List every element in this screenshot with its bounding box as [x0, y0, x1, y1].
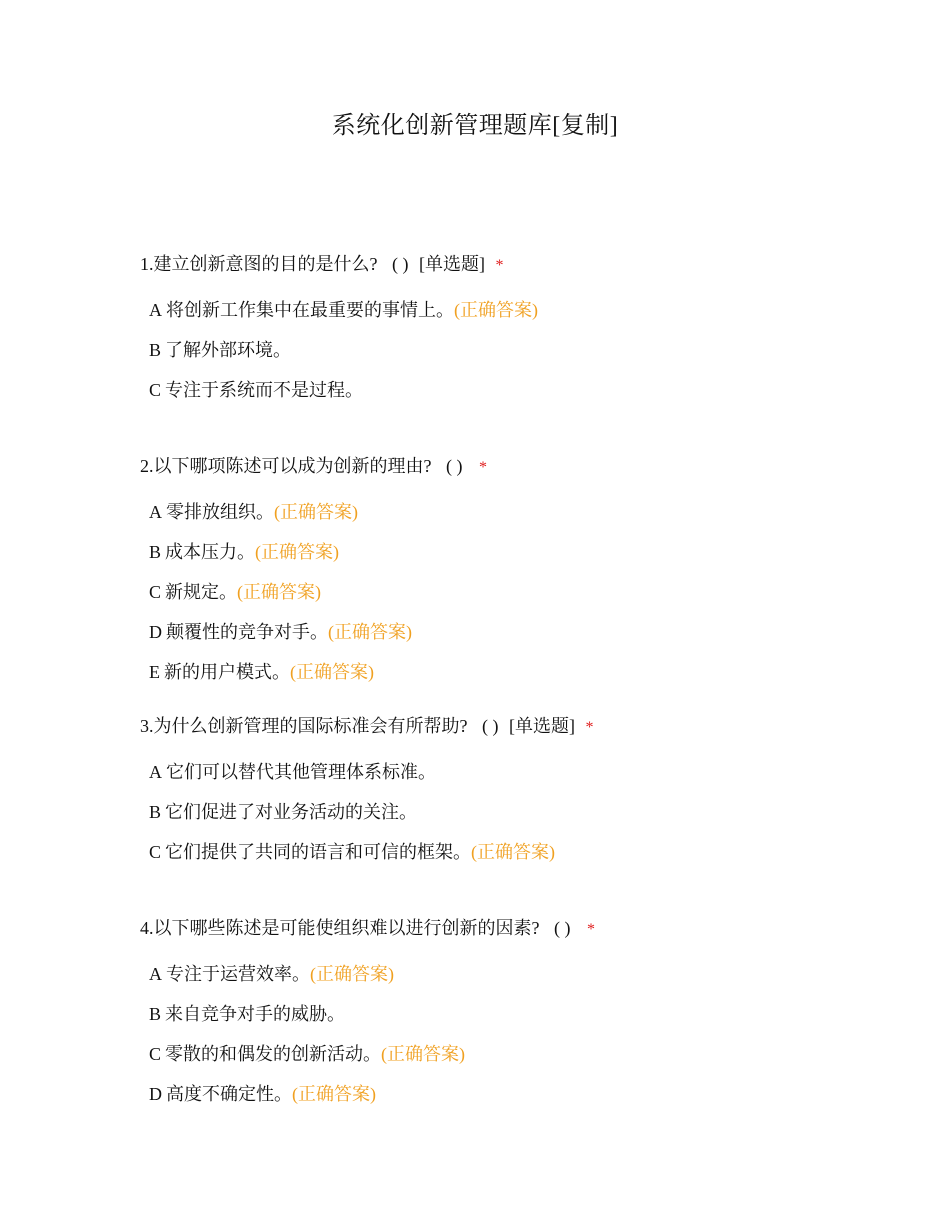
- option-letter: B: [149, 340, 162, 360]
- option-text: 零排放组织。: [166, 502, 274, 522]
- option-list: [140, 759, 860, 865]
- required-asterisk: *: [495, 257, 504, 274]
- question-2: [140, 453, 860, 699]
- option-c: [149, 579, 860, 605]
- option-d: [149, 619, 860, 645]
- option-letter: B: [149, 1004, 162, 1024]
- option-letter: C: [149, 842, 162, 862]
- option-text: 专注于运营效率。: [166, 964, 310, 984]
- option-letter: B: [149, 802, 162, 822]
- option-b: [149, 1001, 860, 1027]
- option-c: [149, 839, 860, 865]
- option-text: 零散的和偶发的创新活动。: [165, 1044, 382, 1064]
- correct-answer-tag: (正确答案): [381, 1044, 466, 1064]
- question-text: 3.为什么创新管理的国际标准会有所帮助?: [140, 716, 468, 736]
- correct-answer-tag: (正确答案): [328, 622, 412, 642]
- option-letter: A: [149, 300, 162, 320]
- answer-blank: ( ): [554, 918, 571, 938]
- correct-answer-tag: (正确答案): [290, 662, 374, 682]
- option-letter: A: [149, 964, 162, 984]
- option-e: [149, 659, 860, 685]
- option-letter: D: [149, 1084, 162, 1104]
- question-3: [140, 713, 860, 879]
- option-letter: B: [149, 542, 162, 562]
- question-stem-line: [140, 713, 860, 739]
- option-a: [149, 759, 860, 785]
- option-a: [149, 297, 860, 323]
- question-stem-line: [140, 453, 860, 479]
- required-asterisk: *: [585, 719, 594, 736]
- correct-answer-tag: (正确答案): [274, 502, 358, 522]
- correct-answer-tag: (正确答案): [454, 300, 538, 320]
- option-c: [149, 1041, 860, 1067]
- correct-answer-tag: (正确答案): [292, 1084, 376, 1104]
- option-b: [149, 799, 860, 825]
- question-1: [140, 251, 860, 417]
- question-type-label: [单选题]: [509, 716, 575, 736]
- option-letter: C: [149, 380, 162, 400]
- option-letter: A: [149, 762, 162, 782]
- correct-answer-tag: (正确答案): [237, 582, 322, 602]
- option-letter: C: [149, 1044, 162, 1064]
- question-text: 2.以下哪项陈述可以成为创新的理由?: [140, 456, 432, 476]
- question-type-label: [单选题]: [419, 254, 485, 274]
- option-b: [149, 337, 860, 363]
- option-letter: C: [149, 582, 162, 602]
- option-letter: E: [149, 662, 160, 682]
- option-list: [140, 297, 860, 403]
- question-text: 1.建立创新意图的目的是什么?: [140, 254, 378, 274]
- option-text: 它们提供了共同的语言和可信的框架。: [165, 842, 472, 862]
- option-letter: D: [149, 622, 162, 642]
- option-a: [149, 961, 860, 987]
- option-text: 新的用户模式。: [164, 662, 290, 682]
- option-list: [140, 499, 860, 685]
- option-text: 成本压力。: [165, 542, 256, 562]
- option-text: 了解外部环境。: [165, 340, 292, 360]
- correct-answer-tag: (正确答案): [255, 542, 340, 562]
- answer-blank: ( ): [392, 254, 409, 274]
- option-d: [149, 1081, 860, 1107]
- option-list: [140, 961, 860, 1107]
- option-text: 高度不确定性。: [166, 1084, 292, 1104]
- option-text: 颠覆性的竞争对手。: [166, 622, 328, 642]
- option-text: 新规定。: [165, 582, 238, 602]
- option-letter: A: [149, 502, 162, 522]
- question-stem-line: [140, 251, 860, 277]
- required-asterisk: *: [587, 921, 595, 938]
- option-c: [149, 377, 860, 403]
- question-stem-line: [140, 915, 860, 941]
- correct-answer-tag: (正确答案): [310, 964, 394, 984]
- question-text: 4.以下哪些陈述是可能使组织难以进行创新的因素?: [140, 918, 540, 938]
- required-asterisk: *: [479, 459, 487, 476]
- page-title: 系统化创新管理题库[复制]: [331, 113, 619, 139]
- option-text: 将创新工作集中在最重要的事情上。: [166, 300, 454, 320]
- question-4: [140, 915, 860, 1121]
- option-a: [149, 499, 860, 525]
- option-text: 它们可以替代其他管理体系标准。: [166, 762, 436, 782]
- option-b: [149, 539, 860, 565]
- answer-blank: ( ): [482, 716, 499, 736]
- correct-answer-tag: (正确答案): [471, 842, 556, 862]
- option-text: 来自竞争对手的威胁。: [165, 1004, 346, 1024]
- answer-blank: ( ): [446, 456, 463, 476]
- option-text: 它们促进了对业务活动的关注。: [165, 802, 418, 822]
- option-text: 专注于系统而不是过程。: [165, 380, 364, 400]
